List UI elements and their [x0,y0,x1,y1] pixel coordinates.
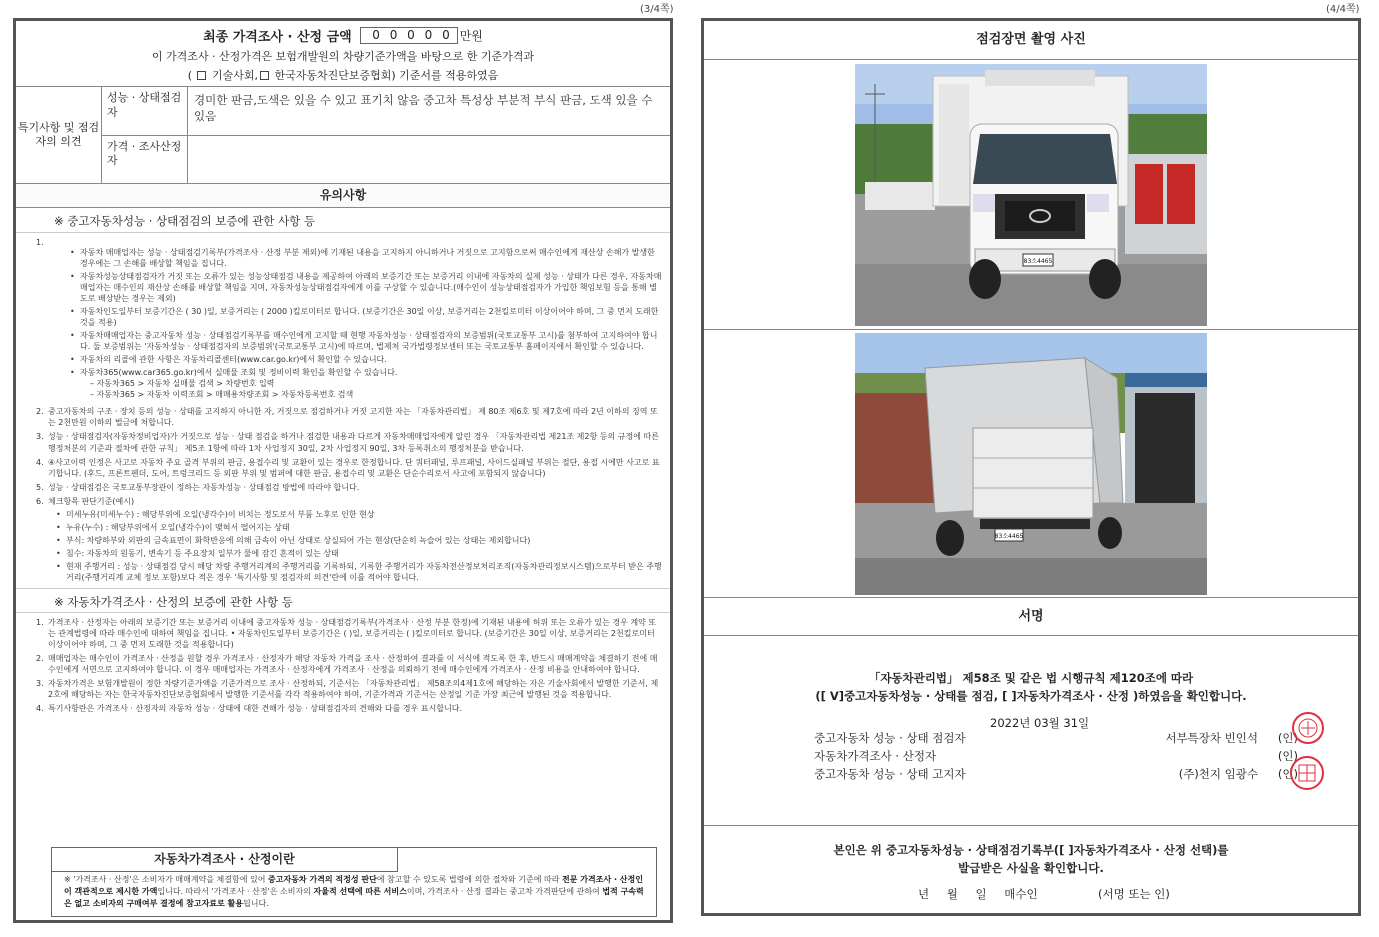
list-item: • 자동차성능상태점검자가 거짓 또는 오류가 있는 성능상태점검 내용을 제공하여 아래의 보증기간 또는 보증거리 이내에 자동차의 실제 성능 · 상태가 다른 경우, 자동차매매업자는 매수인의 재산상 손해를 배상할 책임을 지며, 자동차성능상태점검자에게 이를 구상할 수 있습니다.(매수인이 성능상태점검자가 가입한 책임보험 등을 통해 별도로 배상받는 경우는 제외) [70,271,662,304]
list-item: • 현재 주행거리 : 성능 · 상태점검 당시 해당 차량 주행거리계의 주행거리를 기록하되, 기록한 주행거리가 자동차전산정보처리조직(자동차관리정보시스템)으로부터 받은 주행거리(주행거리계 교체 정보 포함)보다 적은 경우 '특기사항 및 점검자의 의견'란에 이를 적어야 합니다. [56,561,662,583]
final-price-header [16,21,670,87]
document-page-4 [701,18,1361,916]
final-price-amount: 0 0 0 0 0 [360,27,458,44]
list-item: • 부식: 차량하부와 외판의 금속표면이 화학반응에 의해 금속이 아닌 상태로 상실되어 가는 현상(단순히 녹슬어 있는 상태는 제외합니다) [56,535,662,546]
section1-title: ※ 중고자동차성능 · 상태점검의 보증에 관한 사항 등 [16,208,670,233]
price-basis-text: 이 가격조사 · 산정가격은 보험개발원의 차량기준가액을 바탕으로 한 기준가격과 [151,50,535,63]
final-price-unit: 만원 [459,29,483,43]
inspector-opinion: 경미한 판금,도색은 있을 수 있고 표기치 않음 중고차 특성상 부분적 부식 판금, 도색 있을 수 있음 [194,93,653,124]
list-item: 2. 중고자동차의 구조 · 장치 등의 성능 · 상태를 고지하지 아니한 자, 거짓으로 점검하거나 거짓 고지한 자는 「자동차관리법」 제 80조 제6호 및 제7호에 따라 2년 이하의 징역 또는 2천만원 이하의 벌금에 처합니다. [36,407,658,428]
buyer-date-line: 년 월 일 매수인 [918,887,1038,901]
signer-row-inspector [814,730,1318,748]
list-item: 1. • 자동차 매매업자는 성능 · 상태점검기록부(가격조사 · 산정 부분 제외)에 기재된 내용을 고지하지 아니하거나 거짓으로 고지함으로써 매수인에게 재산상 손해가 발생한 경우에는 그 손해를 배상할 책임을 집니다. • 자동차성능상태점검자가 거짓 또는 오류가 있는 성능상태점검 내용을 제공하여 아래의 보증기간 또는 보증거리 이내에 자동차의 실제 성능 · 상태가 다른 경우, 자동차매매업자는 매수인의 재산상 손해를 배상할 책임을 지며, 자동차성능상태점검자에게 이를 구상할 수 있습니다.(매수인이 성능상태점검자가 가입한 책임보험 등을 통해 별도로 배상받는 경우는 제외) • 자동차인도일부터 보증기간은 ( 30 )일, 보증거리는 ( 2000 )킬로미터로 합니다. (보증기간은 30일 이상, 보증거리는 2천킬로미터 이상이어야 하며, 그 중 먼저 도래한 것을 적용) • 자동차매매업자는 중고자동차 성능 · 상태점검기록부를 매수인에게 고지할 때 현행 자동차성능 · 상태점검자의 보증범위(국토교통부 고시)를 첨부하여 고지하여야 합니다. 둘 보증범위는 '자동차성능 · 상태점검자의 보증범위'(국토교통부 고시)에 따르며, 법제처 국가법령정보센터 또는 국토교통부 홈페이지에서 확인할 수 있습니다. • 자동차의 리콜에 관한 사항은 자동차리콜센터(www.car.go.kr)에서 확인할 수 있습니다. • 자동차365(www.car365.go.kr)에서 실매물 조회 및 정비이력 확인을 확인할 수 있습니다. – 자동차365 > 자동차 실매물 검색 > 차량번호 입력 – 자동차365 > 자동차 이력조회 > 매매용차량조회 > 자동차등록번호 검색 [36,237,662,403]
technical-society-checkbox[interactable] [197,71,206,80]
legal-basis-statement: 「자동차관리법」 제58조 및 같은 법 시행규칙 제120조에 따라 [868,671,1194,685]
signer-name: (주)천지 임광수 [1178,767,1258,781]
list-item: 4. ④사고이력 인정은 사고로 자동차 주요 골격 부위의 판금, 용접수리 및 교환이 있는 경우로 한정합니다. 단 쿼터패널, 루프패널, 사이드실패널 부위는 절단, 용접 시에만 사고로 표기합니다. (후드, 프론트펜더, 도어, 트렁크리드 등 외판 부위 및 범퍼에 대한 판금, 용접수리 및 교환은 단순수리로서 사고에 포함되지 않습니다) [36,457,660,478]
signature-area [704,636,1358,826]
plate-number-rear: 83소4465 [994,533,1024,540]
definition-box [51,847,657,917]
special-notes-table [16,87,670,184]
truck-front-photo [855,64,1207,326]
truck-rear-photo [855,333,1207,595]
section1-notes [16,233,670,588]
signer-row-appraiser [814,748,1318,766]
inspection-confirmation: ([ V]중고자동차성능 · 상태를 점검, [ ]자동차가격조사 · 산정 )하였음을 확인합니다. [815,689,1247,703]
buyer-signature-field[interactable]: (서명 또는 인) [1098,887,1170,901]
red-seal-stamp [1290,756,1324,790]
buyer-confirmation [704,826,1358,937]
signer-role: 중고자동차 성능 · 상태 고지자 [814,767,966,781]
list-item: • 자동차매매업자는 중고자동차 성능 · 상태점검기록부를 매수인에게 고지할 때 현행 자동차성능 · 상태점검자의 보증범위(국토교통부 고시)를 첨부하여 고지하여야 합니다. 둘 보증범위는 '자동차성능 · 상태점검자의 보증범위'(국토교통부 고시)에 따르며, 법제처 국가법령정보센터 또는 국토교통부 홈페이지에서 확인할 수 있습니다. [70,330,662,352]
seal-mark: (인) [1277,749,1298,763]
sub-line: – 자동차365 > 자동차 이력조회 > 매매용차량조회 > 자동차등록번호 검색 [90,390,354,400]
list-item: 1. 가격조사 · 산정자는 아래의 보증기간 또는 보증거리 이내에 중고자동차 성능 · 상태점검기록부(가격조사 · 산정 부분 한정)에 기재된 내용에 허위 또는 오류가 있는 경우 계약 또는 관계법령에 따라 매수인에 대하여 책임을 집니다. • 자동차인도일부터 보증기간은 ( )일, 보증거리는 ( )킬로미터로 합니다. (보증기간은 30일 이상, 보증거리는 2천킬로미터 이상이어야 하며, 그 중 먼저 도래한 것을 적용합니다) [36,617,657,649]
definition-title: 자동차가격조사 · 산정이란 [52,848,398,872]
notice-title: 유의사항 [16,184,670,208]
list-item: 4. 특기사항란은 가격조사 · 산정자의 자동차 성능 · 상태에 대한 견해가 성능 · 상태점검자의 견해와 다를 경우 표시합니다. [36,704,463,714]
signer-row-notifier [814,766,1318,784]
photo-section-title: 점검장면 촬영 사진 [704,21,1358,60]
signer-role: 중고자동차 성능 · 상태 점검자 [814,731,966,745]
signer-role: 자동차가격조사 · 산정자 [814,749,937,763]
red-seal-stamp [1292,712,1324,744]
sub-line: – 자동차365 > 자동차 실매물 검색 > 차량번호 입력 [90,379,275,389]
appraiser-opinion [188,136,670,184]
buyer-statement-2: 발급받은 사실을 확인합니다. [958,861,1104,875]
list-item: • 침수: 자동차의 원동기, 변속기 등 주요장치 일부가 물에 잠긴 흔적이 있는 상태 [56,548,662,559]
list-item: 5. 성능 · 상태점검은 국토교통부장관이 정하는 자동차성능 · 상태점검 방법에 따라야 합니다. [36,482,360,492]
truck-front-image [855,64,1207,326]
list-item: • 누유(누수) : 해당부위에서 오일(냉각수)이 맺혀서 떨어지는 상태 [56,522,662,533]
section2-title: ※ 자동차가격조사 · 산정의 보증에 관한 사항 등 [16,588,670,613]
kadia-checkbox[interactable] [260,71,269,80]
list-item: 6. 체크항목 판단기준(예시) • 미세누유(미세누수) : 해당부위에 오일(냉각수)이 비치는 정도로서 부품 노후로 인한 현상 • 누유(누수) : 해당부위에서 오일(냉각수)이 맺혀서 떨어지는 상태 • 부식: 차량하부와 외판의 금속표면이 화학반응에 의해 금속이 아닌 상태로 상실되어 가는 현상(단순히 녹슬어 있는 상태는 제외합니다) • 침수: 자동차의 원동기, 변속기 등 주요장치 일부가 물에 잠긴 흔적이 있는 상태 • 현재 주행거리 : 성능 · 상태점검 당시 해당 차량 주행거리계의 주행거리를 기록하되, 기록한 주행거리가 자동차전산정보처리조직(자동차관리정보시스템)으로부터 받은 주행거리(주행거리계 교체 정보 포함)보다 적은 경우 '특기사항 및 점검자의 의견'란에 이를 적어야 합니다. [36,496,662,586]
list-item: 3. 성능 · 상태점검자(자동차정비업자)가 거짓으로 성능 · 상태 점검을 하거나 점검한 내용과 다르게 자동차매매업자에게 알린 경우 「자동차관리법 제21조 제2항 등의 규정에 따른 행정처분의 기준과 절차에 관한 규칙」 제5조 1항에 따라 1차 사업정지 30일, 2차 사업정지 90일, 3차 등록취소의 행정처분을 받습니다. [36,432,659,453]
standard-selection-line: ( 기술사회, 한국자동차진단보증협회) 기준서를 적용하였음 [187,69,499,82]
signer-name: 서부특장차 빈인석 [1165,731,1258,745]
appraiser-label: 가격 · 조사산정자 [102,136,188,184]
list-item: • 자동차365(www.car365.go.kr)에서 실매물 조회 및 정비이력 확인을 확인할 수 있습니다. – 자동차365 > 자동차 실매물 검색 > 차량번호 입력 – 자동차365 > 자동차 이력조회 > 매매용차량조회 > 자동차등록번호 검색 [70,367,662,400]
signature-section-title: 서명 [704,598,1358,636]
seal-mark: (인) [1277,731,1298,745]
list-item: • 자동차의 리콜에 관한 사항은 자동차리콜센터(www.car.go.kr)에서 확인할 수 있습니다. [70,354,662,365]
signature-date: 2022년 03월 31일 [990,716,1090,730]
photo-cell-rear [704,330,1358,598]
list-item: 3. 자동차가격은 보험개발원이 정한 차량기준가액을 기준가격으로 조사 · 산정하되, 기준서는 「자동차관리법」 제58조의4제1호에 해당하는 자은 기술사회에서 발행한 기준서, 제2호에 해당하는 자는 한국자동차진단보증협회에서 발행한 기준서를 각각 적용하여야 하며, 기준가격과 기준서는 산정일 기준 가장 최근에 발행된 것을 적용합니다. [36,679,659,700]
page-number-right: (4/4쪽) [1326,4,1360,15]
plate-number-front: 83소4465 [1023,258,1053,265]
buyer-statement-1: 본인은 위 중고자동차성능 · 상태점검기록부([ ]자동차가격조사 · 산정 선택)를 [833,843,1229,857]
list-item: • 자동차 매매업자는 성능 · 상태점검기록부(가격조사 · 산정 부분 제외)에 기재된 내용을 고지하지 아니하거나 거짓으로 고지함으로써 매수인에게 재산상 손해가 발생한 경우에는 그 손해를 배상할 책임을 집니다. [70,247,662,269]
special-notes-label: 특기사항 및 점검자의 의견 [16,87,102,183]
photo-cell-front [704,60,1358,330]
final-price-title: 최종 가격조사 · 산정 금액 [203,30,352,45]
list-item: • 미세누유(미세누수) : 해당부위에 오일(냉각수)이 비치는 정도로서 부품 노후로 인한 현상 [56,509,662,520]
seal-mark: (인) [1277,767,1298,781]
section2-notes [16,613,670,719]
truck-rear-image [855,333,1207,595]
page-number-left: (3/4쪽) [640,4,674,15]
definition-text: ※ '가격조사 · 산정'은 소비자가 매매계약을 체결함에 있어 중고자동차 가격의 적정성 판단에 참고할 수 있도록 법령에 의한 절차와 기준에 따라 전문 가격조사 · 산정인이 객관적으로 제시한 가액입니다. 따라서 '가격조사 · 산정'은 소비자의 자율적 선택에 따른 서비스이며, 가격조사 · 산정 결과는 중고차 가격판단에 관하여 법적 구속력은 없고 소비자의 구매여부 결정에 참고자료로 활용됩니다. [64,875,644,908]
document-page-3 [13,18,673,923]
list-item: • 자동차인도일부터 보증기간은 ( 30 )일, 보증거리는 ( 2000 )킬로미터로 합니다. (보증기간은 30일 이상, 보증거리는 2천킬로미터 이상이어야 하며, 그 중 먼저 도래한 것을 적용) [70,306,662,328]
inspector-label: 성능 · 상태점검자 [102,87,188,135]
list-item: 2. 매매업자는 매수인이 가격조사 · 산정을 원할 경우 가격조사 · 산정자가 해당 자동차 가격을 조사 · 산정하여 결과를 이 서식에 적도록 한 후, 반드시 매매계약을 체결하기 전에 매수인에게 서면으로 고지하여야 합니다. 이 경우 매매업자는 가격조사 · 산정자에게 가격조사 · 산정을 의뢰하기 전에 매수인에게 가격조사 · 산정 비용을 안내하여야 합니다. [36,653,658,674]
